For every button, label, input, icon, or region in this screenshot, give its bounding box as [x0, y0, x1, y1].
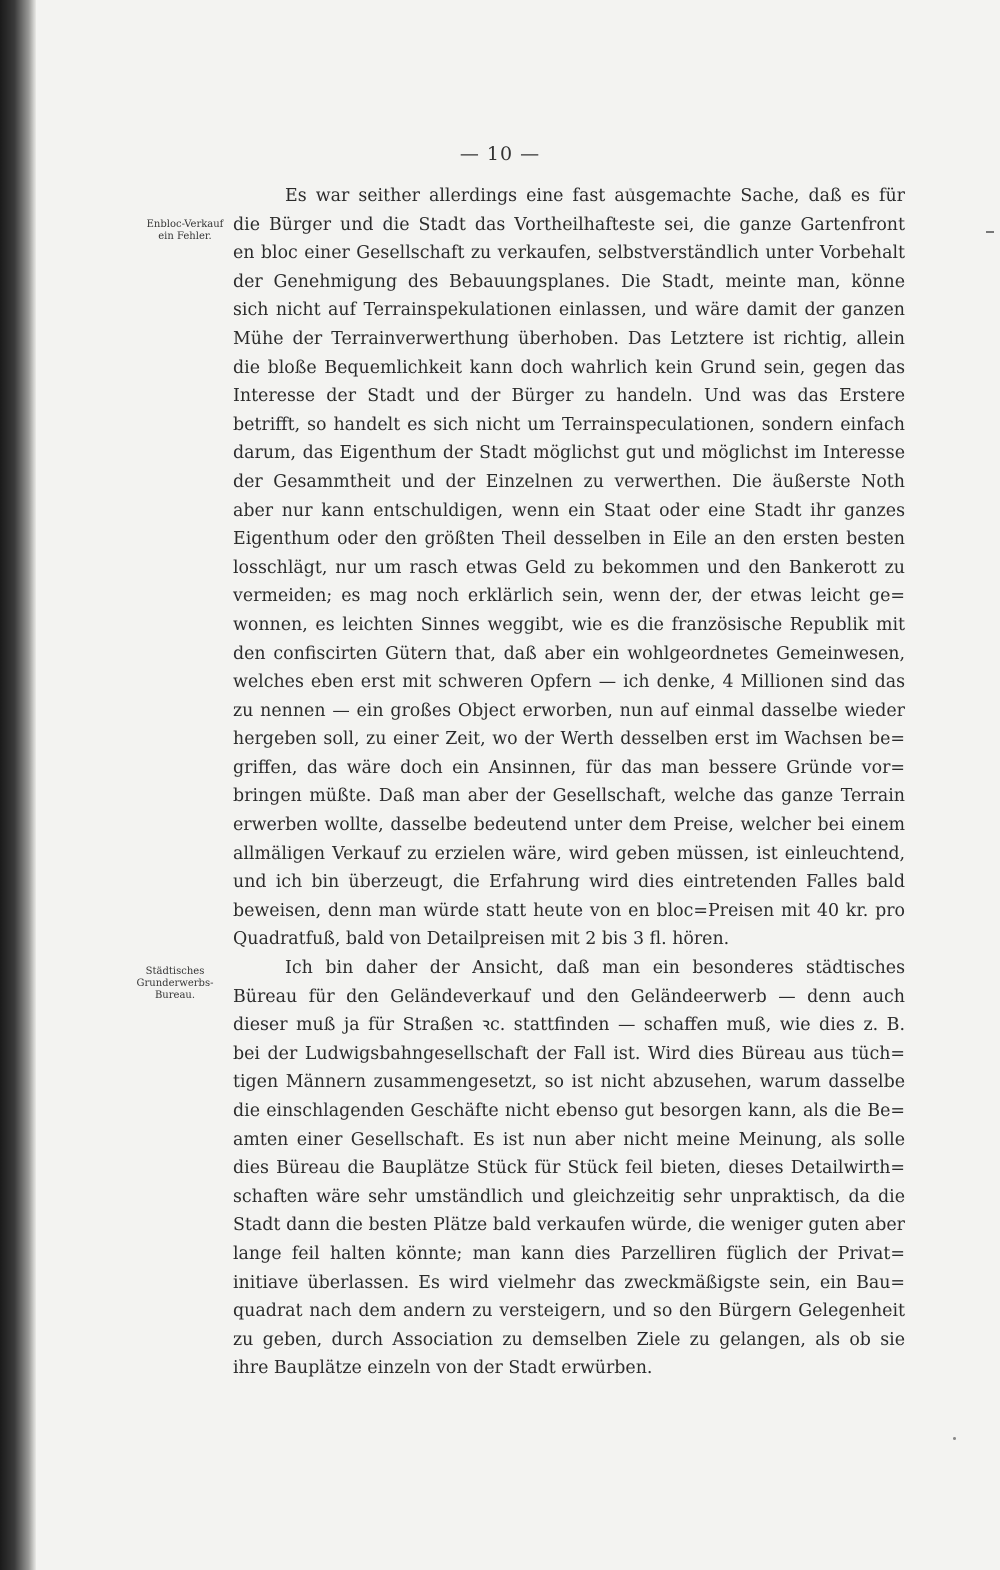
- sidenote-bureau: [128, 966, 222, 1002]
- text-line: ihre Bauplätze einzeln von der Stadt erwürben.: [233, 1358, 653, 1379]
- text-line: Quadratfuß, bald von Detailpreisen mit 2 bis 3 fl. hören.: [233, 929, 730, 950]
- text-line: die Bürger und die Stadt das Vortheilhafteste sei, die ganze Gartenfront: [233, 214, 905, 235]
- text-line: welches eben erst mit schweren Opfern — ich denke, 4 Millionen sind das: [233, 672, 905, 693]
- text-line: schaften wäre sehr umständlich und gleichzeitig sehr unpraktisch, da die: [233, 1186, 905, 1207]
- page-number: — 10 —: [459, 143, 541, 165]
- sidenote-line: Städtisches: [145, 966, 205, 977]
- margin-mark: [986, 231, 994, 233]
- text-line: Büreau für den Geländeverkauf und den Geländeerwerb — denn auch: [233, 986, 905, 1007]
- text-line: griffen, das wäre doch ein Ansinnen, für das man bessere Gründe vor=: [233, 757, 905, 778]
- text-line: wonnen, es leichten Sinnes weggibt, wie es die französische Republik mit: [233, 614, 905, 635]
- sidenote-line: Grunderwerbs-: [136, 978, 214, 989]
- text-line: der Genehmigung des Bebauungsplanes. Die Stadt, meinte man, könne: [233, 271, 905, 292]
- text-line: dieser muß ja für Straßen ꝛc. stattfinden — schaffen muß, wie dies z. B.: [233, 1015, 905, 1036]
- text-line: Stadt dann die besten Plätze bald verkaufen würde, die weniger guten aber: [233, 1215, 905, 1236]
- text-line: zu nennen — ein großes Object erworben, nun auf einmal dasselbe wieder: [233, 700, 905, 721]
- text-line: den confiscirten Gütern that, daß aber ein wohlgeordnetes Gemeinwesen,: [233, 643, 905, 664]
- text-line: beweisen, denn man würde statt heute von en bloc=Preisen mit 40 kr. pro: [233, 900, 905, 921]
- text-line: die einschlagenden Geschäfte nicht ebenso gut besorgen kann, als die Be=: [233, 1101, 905, 1121]
- text-line: hergeben soll, zu einer Zeit, wo der Werth desselben erst im Wachsen be=: [233, 729, 905, 750]
- text-line: erwerben wollte, dasselbe bedeutend unter dem Preise, welcher bei einem: [233, 815, 905, 836]
- text-line: amten einer Gesellschaft. Es ist nun aber nicht meine Meinung, als solle: [233, 1129, 905, 1150]
- text-line: zu geben, durch Association zu demselben Ziele zu gelangen, als ob sie: [233, 1329, 905, 1350]
- text-line: Interesse der Stadt und der Bürger zu handeln. Und was das Erstere: [233, 386, 905, 407]
- text-line: losschlägt, nur um rasch etwas Geld zu bekommen und den Bankerott zu: [233, 557, 905, 578]
- text-line: der Gesammtheit und der Einzelnen zu verwerthen. Die äußerste Noth: [233, 471, 905, 492]
- text-line: die bloße Bequemlichkeit kann doch wahrlich kein Grund sein, gegen das: [233, 357, 905, 378]
- ink-speck: [953, 1437, 956, 1440]
- text-line: dies Büreau die Bauplätze Stück für Stück feil bieten, dieses Detailwirth=: [233, 1158, 905, 1179]
- text-line: bringen müßte. Daß man aber der Gesellschaft, welche das ganze Terrain: [233, 786, 905, 807]
- scan-binding-edge: [0, 0, 36, 1570]
- text-line: lange feil halten könnte; man kann dies Parzelliren füglich der Privat=: [233, 1243, 905, 1264]
- sidenote-line: Enbloc-Verkauf: [146, 219, 224, 230]
- sidenote-line: Bureau.: [154, 990, 196, 1001]
- text-line: Eigenthum oder den größten Theil desselben in Eile an den ersten besten: [233, 529, 905, 550]
- text-line: Es war seither allerdings eine fast ausgemachte Sache, daß es für: [285, 186, 905, 206]
- text-line: sich nicht auf Terrainspekulationen einlassen, und wäre damit der ganzen: [233, 300, 905, 321]
- text-line: initiave überlassen. Es wird vielmehr das zweckmäßigste sein, ein Bau=: [233, 1272, 905, 1293]
- text-line: und ich bin überzeugt, die Erfahrung wird dies eintretenden Falles bald: [233, 872, 905, 893]
- text-line: en bloc einer Gesellschaft zu verkaufen, selbstverständlich unter Vorbehalt: [233, 243, 905, 264]
- text-line: Mühe der Terrainverwerthung überhoben. Das Letztere ist richtig, allein: [233, 328, 905, 349]
- text-line: aber nur kann entschuldigen, wenn ein Staat oder eine Stadt ihr ganzes: [233, 500, 905, 521]
- sidenote-enbloc: [128, 219, 242, 243]
- body-text: [233, 182, 905, 1383]
- text-line: darum, das Eigenthum der Stadt möglichst gut und möglichst im Interesse: [233, 443, 905, 464]
- text-line: allmäligen Verkauf zu erzielen wäre, wird geben müssen, ist einleuchtend,: [233, 843, 905, 864]
- text-line: vermeiden; es mag noch erklärlich sein, wenn der, der etwas leicht ge=: [233, 586, 905, 607]
- text-line: Ich bin daher der Ansicht, daß man ein besonderes städtisches: [285, 958, 905, 979]
- text-line: bei der Ludwigsbahngesellschaft der Fall ist. Wird dies Büreau aus tüch=: [233, 1043, 905, 1064]
- text-line: tigen Männern zusammengesetzt, so ist nicht abzusehen, warum dasselbe: [233, 1072, 905, 1093]
- text-line: quadrat nach dem andern zu versteigern, und so den Bürgern Gelegenheit: [233, 1301, 905, 1322]
- sidenote-line: ein Fehler.: [158, 231, 212, 242]
- text-line: betrifft, so handelt es sich nicht um Terrainspeculationen, sondern einfach: [233, 414, 905, 435]
